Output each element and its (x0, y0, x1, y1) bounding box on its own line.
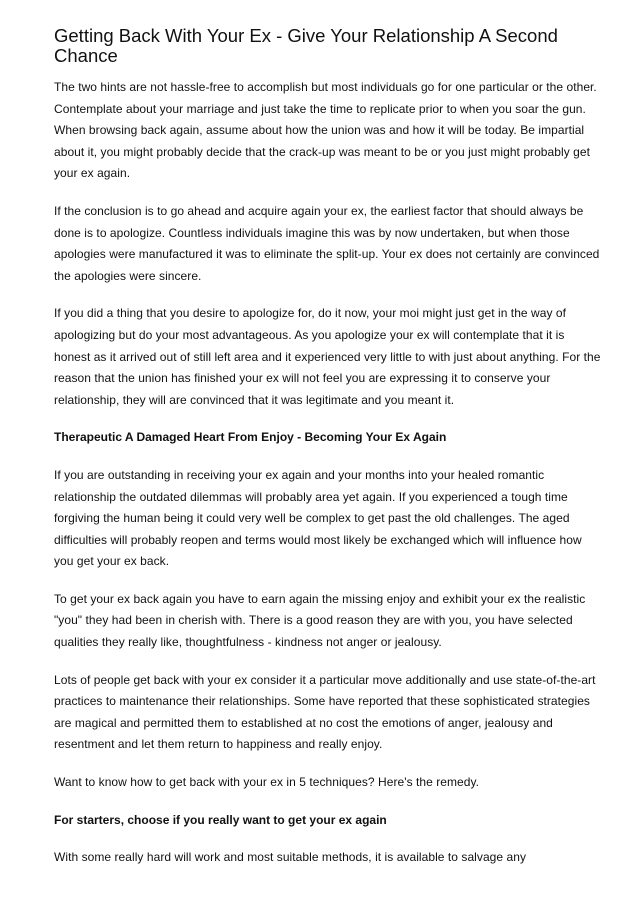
paragraph-8: With some really hard will work and most suitable methods, it is available to salvage any (54, 850, 526, 865)
paragraph-3: If you did a thing that you desire to apologize for, do it now, your moi might just get in the way of apologizing but do your most advantageous. As you apologize your ex will contemplate that it is honest as it arrived out of still left area and it experienced very little to with just about anything. For the reason that the union has finished your ex will not feel you are expressing it to conserve your relationship, they will are convinced that it was legitimate and you meant it. (54, 306, 601, 407)
section-heading-2: For starters, choose if you really want to get your ex again (54, 812, 387, 827)
paragraph-5: To get your ex back again you have to earn again the missing enjoy and exhibit your ex the realistic "you" they had been in cherish with. There is a good reason they are with you, you have selected qualities they really like, thoughtfulness - kindness not anger or jealousy. (54, 591, 586, 650)
paragraph-1: The two hints are not hassle-free to accomplish but most individuals go for one particular or the other. Contemplate about your marriage and just take the time to replicate prior to when you soar the gun. When browsing back again, assume about how the union was and how it will be today. Be impartial about it, you might probably decide that the crack-up was meant to be or you just might probably get your ex again. (54, 80, 597, 181)
document-page (54, 26, 602, 885)
paragraph-2: If the conclusion is to go ahead and acquire again your ex, the earliest factor that should always be done is to apologize. Countless individuals imagine this was by now undertaken, but when those apologies were manufactured it was to eliminate the split-up. Your ex does not certainly are convinced the apologies were sincere. (54, 203, 600, 283)
document-title: Getting Back With Your Ex - Give Your Relationship A Second Chance (54, 25, 558, 66)
paragraph-6: Lots of people get back with your ex consider it a particular move additionally and use state-of-the-art practices to maintenance their relationships. Some have reported that these sophisticated strategies are magical and permitted them to established at no cost the emotions of anger, jealousy and resentment and let them return to happiness and really enjoy. (54, 672, 596, 752)
paragraph-4: If you are outstanding in receiving your ex again and your months into your healed romantic relationship the outdated dilemmas will probably area yet again. If you experienced a tough time forgiving the human being it could very well be complex to get past the old challenges. The aged difficulties will probably reopen and terms would most likely be exchanged which will influence how you get your ex back. (54, 467, 582, 569)
section-heading-1: Therapeutic A Damaged Heart From Enjoy - Becoming Your Ex Again (54, 430, 447, 445)
paragraph-7: Want to know how to get back with your ex in 5 techniques? Here's the remedy. (54, 775, 480, 790)
